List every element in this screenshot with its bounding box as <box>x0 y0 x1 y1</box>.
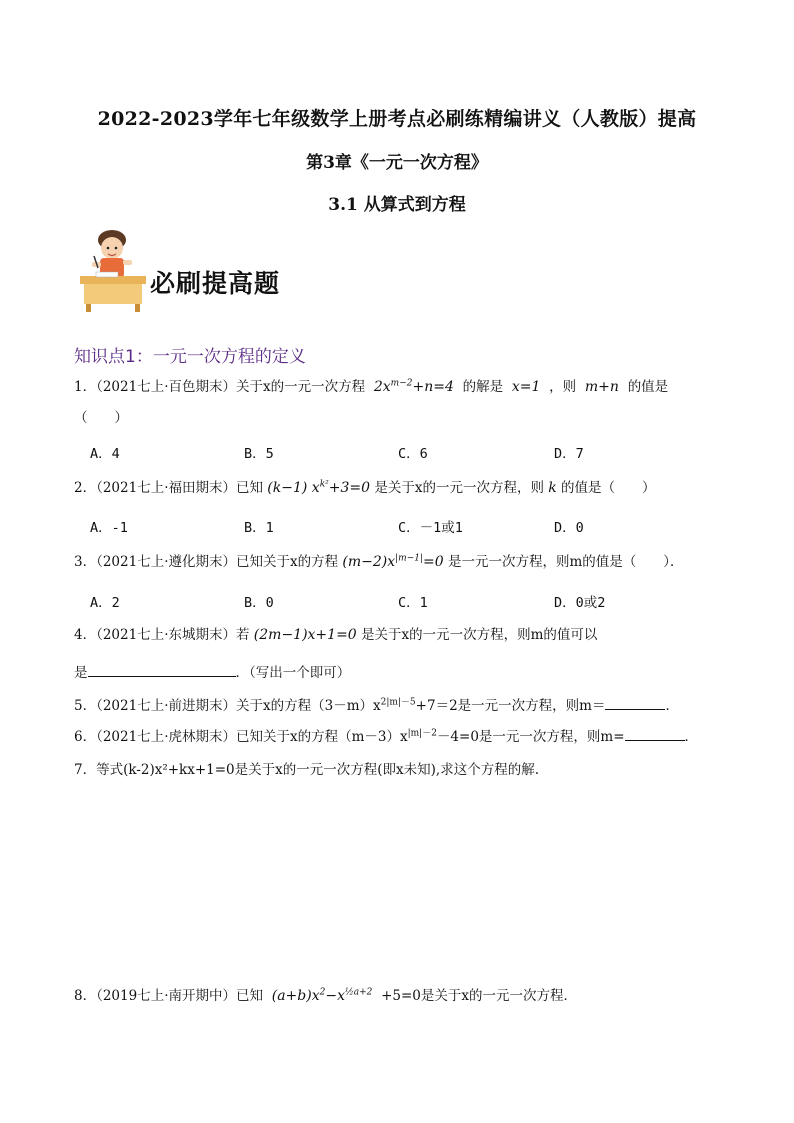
q1-suffix: 的值是 <box>627 379 669 395</box>
q6-answer-blank <box>625 728 685 741</box>
student-desk-illustration <box>78 226 150 312</box>
section-title: 3.1 从算式到方程 <box>328 195 466 215</box>
q8-suffix: +5=0是关于x的一元一次方程． <box>381 988 578 1004</box>
q2-equation: (k−1) $x^{k^2}+3=0$ <box>267 479 371 496</box>
question-2 <box>74 478 656 498</box>
q3-equation: $(m-2)x^{|m-1|}=0$ <box>342 553 444 570</box>
q1-prefix: 1．（2021七上·百色期末）关于x的一元一次方程 <box>74 379 366 395</box>
q6-text2: －4=0是一元一次方程，则m= <box>436 729 625 745</box>
document-title: 2022-2023学年七年级数学上册考点必刷练精编讲义（人教版）提高 <box>97 108 697 130</box>
q3-option-c: C．1 <box>398 595 428 611</box>
banner-label: 必刷提高题 <box>150 269 281 298</box>
question-4 <box>74 625 597 645</box>
q2-suffix2: 的值是（ ） <box>561 480 656 496</box>
q1-mid2: ，则 <box>549 379 577 395</box>
q1-equation: $2x^{m-2}+n=4$ <box>369 378 459 395</box>
chapter-title: 第3章《一元一次方程》 <box>306 153 488 173</box>
q1-expression: m+n <box>580 379 624 395</box>
knowledge-point-heading: 知识点1：一元一次方程的定义 <box>74 347 306 367</box>
q1-option-b: B．5 <box>244 446 274 462</box>
q4-line2-start: 是 <box>74 665 88 681</box>
q5-end: ． <box>665 698 679 714</box>
q3-suffix: 是一元一次方程，则m的值是（ ）． <box>447 554 684 570</box>
q4-suffix: 是关于x的一元一次方程，则m的值可以 <box>361 627 598 643</box>
q3-prefix: 3．（2021七上·遵化期末）已知关于x的方程 <box>74 554 339 570</box>
q4-prefix: 4．（2021七上·东城期末）若 <box>74 627 250 643</box>
q5-text: 5．（2021七上·前进期末）关于x的方程（3－m）x <box>74 698 381 714</box>
q2-option-b: B．1 <box>244 520 274 536</box>
q4-line2 <box>74 663 350 683</box>
q3-option-b: B．0 <box>244 595 274 611</box>
q1-mid: 的解是 <box>462 379 504 395</box>
q4-answer-blank <box>88 664 236 677</box>
question-8 <box>74 986 577 1006</box>
q4-line2-end: ．（写出一个即可） <box>235 665 351 681</box>
q1-solution: x=1 <box>507 379 545 395</box>
q5-answer-blank <box>605 697 665 710</box>
q6-exponent: |m|－2 <box>407 728 437 739</box>
q1-option-c: C．6 <box>398 446 428 462</box>
q2-prefix: 2．（2021七上·福田期末）已知 <box>74 480 263 496</box>
q2-k: k <box>548 480 557 496</box>
q2-option-d: D．0 <box>554 520 584 536</box>
q1-option-d: D．7 <box>554 446 584 462</box>
question-1 <box>74 377 668 397</box>
q2-option-a: A．-1 <box>90 520 128 536</box>
q5-exponent: 2|m|－5 <box>380 697 416 708</box>
q2-option-c: C．－1或1 <box>398 520 463 536</box>
question-7: 7．等式(k-2)x²+kx+1=0是关于x的一元一次方程(即x未知),求这个方程的解. <box>74 762 539 778</box>
question-5 <box>74 696 679 716</box>
q3-option-a: A．2 <box>90 595 120 611</box>
q5-text2: +7＝2是一元一次方程，则m＝ <box>415 698 606 714</box>
q6-end: ． <box>684 729 699 745</box>
q2-suffix: 是关于x的一元一次方程，则 <box>374 480 544 496</box>
q6-text: 6．（2021七上·虎林期末）已知关于x的方程（m－3）x <box>74 729 408 745</box>
q4-equation: (2m−1)x+1=0 <box>253 627 357 643</box>
q8-equation: $(a+b)x^2-x^{\frac{1}{2}a+2}$ <box>267 987 373 1004</box>
question-6 <box>74 727 698 747</box>
q8-prefix: 8．（2019七上·南开期中）已知 <box>74 988 263 1004</box>
q1-paren: （ ） <box>74 410 128 426</box>
question-3 <box>74 552 684 572</box>
q3-option-d: D．0或2 <box>554 595 606 611</box>
q1-option-a: A．4 <box>90 446 120 462</box>
